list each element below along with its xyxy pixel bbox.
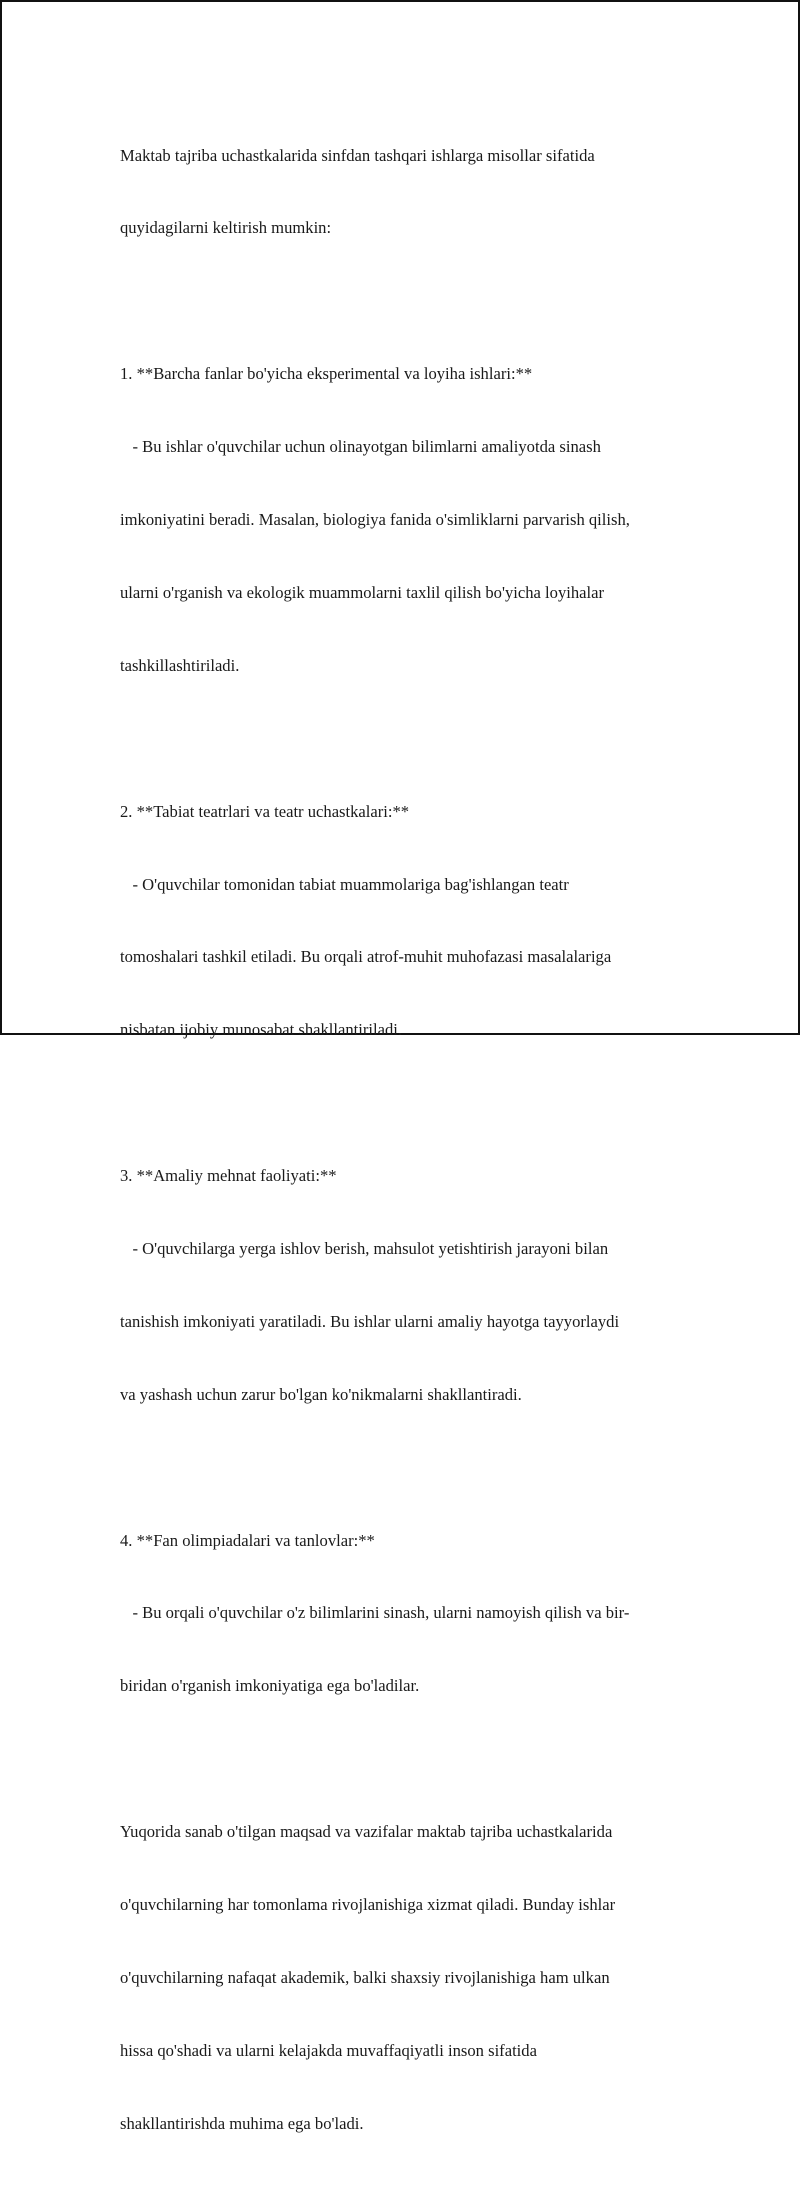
text-line: - O'quvchilarga yerga ishlov berish, mahsulot yetishtirish jarayoni bilan bbox=[120, 1238, 609, 1258]
text-line: tanishish imkoniyati yaratiladi. Bu ishlar ularni amaliy hayotga tayyorlaydi bbox=[120, 1311, 620, 1331]
text-line: biridan o'rganish imkoniyatiga ega bo'ladilar. bbox=[120, 1676, 420, 1696]
section-heading-1: 1. **Barcha fanlar bo'yicha eksperimental va loyiha ishlari:** bbox=[120, 364, 533, 384]
section-heading-4: 4. **Fan olimpiadalari va tanlovlar:** bbox=[120, 1530, 375, 1550]
blank-line bbox=[120, 1747, 700, 1771]
blank-line bbox=[120, 289, 700, 313]
document-body bbox=[120, 95, 700, 2185]
section-heading-3: 3. **Amaliy mehnat faoliyati:** bbox=[120, 1166, 337, 1186]
text-line: Maktab tajriba uchastkalarida sinfdan tashqari ishlarga misollar sifatida bbox=[120, 145, 595, 165]
text-line: va yashash uchun zarur bo'lgan ko'nikmalarni shakllantiradi. bbox=[120, 1384, 522, 1404]
text-line: - Bu orqali o'quvchilar o'z bilimlarini sinash, ularni namoyish qilish va bir- bbox=[120, 1603, 630, 1623]
text-line: shakllantirishda muhima ega bo'ladi. bbox=[120, 2113, 364, 2133]
text-line: tashkillashtiriladi. bbox=[120, 655, 240, 675]
blank-line bbox=[120, 727, 700, 751]
text-line: hissa qo'shadi va ularni kelajakda muvaffaqiyatli inson sifatida bbox=[120, 2040, 537, 2060]
text-line: o'quvchilarning har tomonlama rivojlanishiga xizmat qiladi. Bunday ishlar bbox=[120, 1894, 616, 1914]
text-line: - Bu ishlar o'quvchilar uchun olinayotgan bilimlarni amaliyotda sinash bbox=[120, 437, 601, 457]
text-line: tomoshalari tashkil etiladi. Bu orqali atrof-muhit muhofazasi masalalariga bbox=[120, 947, 612, 967]
text-line: - O'quvchilar tomonidan tabiat muammolariga bag'ishlangan teatr bbox=[120, 874, 569, 894]
text-line: quyidagilarni keltirish mumkin: bbox=[120, 218, 332, 238]
text-line: o'quvchilarning nafaqat akademik, balki shaxsiy rivojlanishiga ham ulkan bbox=[120, 1967, 610, 1987]
text-line: Yuqorida sanab o'tilgan maqsad va vazifalar maktab tajriba uchastkalarida bbox=[120, 1822, 613, 1842]
text-line: imkoniyatini beradi. Masalan, biologiya fanida o'simliklarni parvarish qilish, bbox=[120, 510, 630, 530]
text-line: nisbatan ijobiy munosabat shakllantiriladi. bbox=[120, 1020, 403, 1040]
section-heading-2: 2. **Tabiat teatrlari va teatr uchastkalari:** bbox=[120, 801, 410, 821]
text-line: ularni o'rganish va ekologik muammolarni taxlil qilish bo'yicha loyihalar bbox=[120, 582, 605, 602]
blank-line bbox=[120, 1091, 700, 1115]
blank-line bbox=[120, 1456, 700, 1480]
